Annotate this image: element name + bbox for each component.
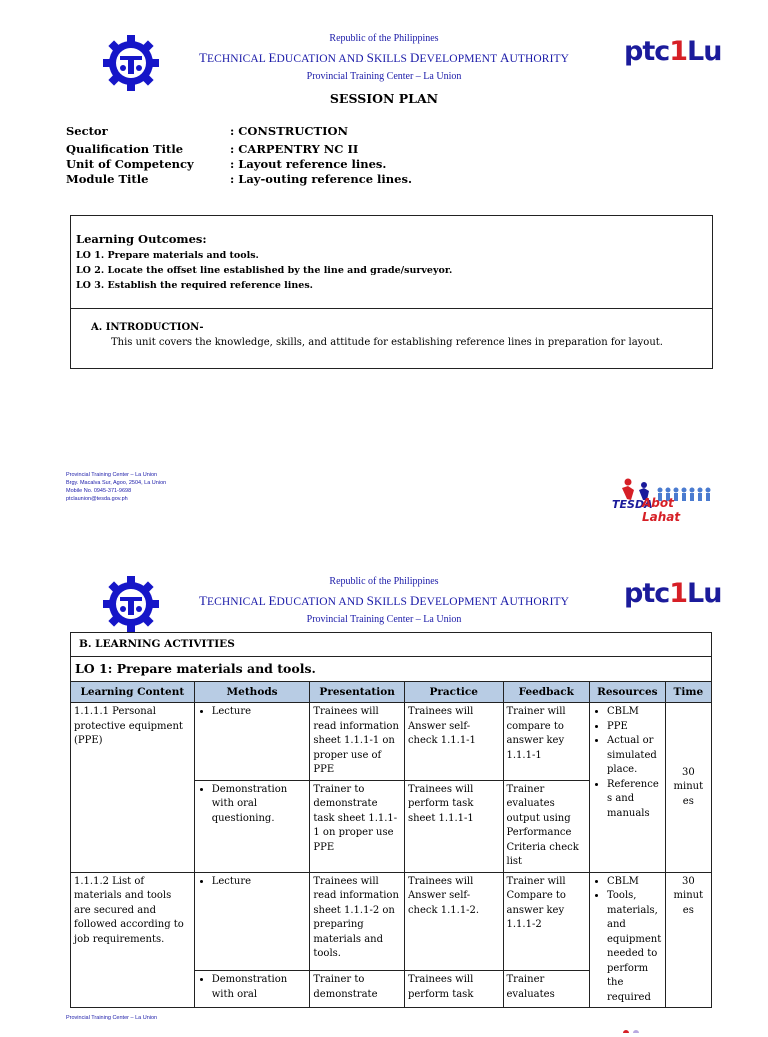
list-item: • Tools, materials, and equipment needed to perform the required bbox=[607, 889, 662, 1005]
meta-label: Module Title bbox=[66, 172, 149, 186]
section-row bbox=[71, 633, 712, 657]
list-item: • Demonstration with oral questioning. bbox=[212, 783, 307, 827]
practice-cell: Trainees will perform task bbox=[404, 971, 503, 1008]
learning-outcomes-box bbox=[70, 215, 713, 369]
ptclu-logo: ptc1Lu bbox=[624, 36, 722, 67]
column-header: Time bbox=[665, 681, 711, 703]
meta-value: : CONSTRUCTION bbox=[230, 124, 348, 138]
header-center: Provincial Training Center – La Union bbox=[306, 614, 462, 625]
meta-label: Qualification Title bbox=[66, 142, 184, 156]
footer-line: Provincial Training Center – La Union bbox=[66, 472, 158, 478]
column-header: Feedback bbox=[503, 681, 590, 703]
presentation-cell: Trainer to demonstrate bbox=[310, 971, 405, 1008]
header-republic: Republic of the Philippines bbox=[329, 576, 439, 587]
introduction-heading: A. INTRODUCTION- bbox=[91, 322, 204, 333]
column-header: Practice bbox=[404, 681, 503, 703]
list-item: • Reference s and manuals bbox=[607, 778, 662, 822]
table-row bbox=[71, 703, 712, 781]
practice-cell: Trainees will Answer self-check 1.1.1-2. bbox=[404, 872, 503, 971]
methods-cell bbox=[194, 872, 310, 971]
meta-block bbox=[66, 124, 666, 187]
header-agency: TECHNICAL EDUCATION AND SKILLS DEVELOPMENT AUTHORITY bbox=[198, 50, 570, 65]
list-item: • PPE bbox=[607, 720, 662, 735]
list-item: • Demonstration with oral bbox=[212, 973, 307, 1002]
tesda-abot-lahat-logo bbox=[608, 474, 712, 524]
column-header: Learning Content bbox=[71, 681, 195, 703]
learning-outcomes-title: Learning Outcomes: bbox=[76, 232, 207, 246]
meta-label: Unit of Competency bbox=[66, 157, 194, 171]
meta-row bbox=[66, 124, 666, 139]
list-item: • CBLM bbox=[607, 705, 662, 720]
presentation-cell: Trainees will read information sheet 1.1.1-1 on proper use of PPE bbox=[310, 703, 405, 781]
list-item: • Lecture bbox=[212, 705, 307, 720]
learning-content-cell: 1.1.1.2 List of materials and tools are secured and followed according to job requirements. bbox=[71, 872, 195, 1008]
presentation-cell: Trainees will read information sheet 1.1.1-2 on preparing materials and tools. bbox=[310, 872, 405, 971]
meta-row bbox=[66, 142, 666, 157]
header-republic: Republic of the Philippines bbox=[329, 33, 439, 44]
footer-cut-line: Provincial Training Center – La Union bbox=[66, 1015, 158, 1021]
lo-row bbox=[71, 656, 712, 681]
presentation-cell: Trainer to demonstrate task sheet 1.1.1-1 on proper use PPE bbox=[310, 780, 405, 872]
list-item: • Actual or simulated place. bbox=[607, 734, 662, 778]
footer-address bbox=[66, 471, 166, 503]
feedback-cell: Trainer will compare to answer key 1.1.1-1 bbox=[503, 703, 590, 781]
table-row bbox=[71, 872, 712, 971]
learning-content-cell: 1.1.1.1 Personal protective equipment (PPE) bbox=[71, 703, 195, 873]
feedback-cell: Trainer evaluates bbox=[503, 971, 590, 1008]
feedback-cell: Trainer evaluates output using Performance Criteria check list bbox=[503, 780, 590, 872]
list-item: • Lecture bbox=[212, 875, 307, 890]
meta-value: : CARPENTRY NC II bbox=[230, 142, 359, 156]
methods-cell bbox=[194, 703, 310, 781]
methods-cell bbox=[194, 780, 310, 872]
learning-outcomes-list bbox=[76, 248, 452, 293]
resources-cell bbox=[590, 703, 666, 873]
meta-value: : Lay-outing reference lines. bbox=[230, 172, 412, 186]
page-title: SESSION PLAN bbox=[329, 91, 439, 106]
divider bbox=[71, 308, 712, 309]
footer-line: Brgy. Macalva Sur, Agoo, 2504, La Union bbox=[66, 480, 167, 486]
ptclu-logo: ptc1Lu bbox=[624, 578, 722, 609]
lo-heading: LO 1: Prepare materials and tools. bbox=[71, 656, 712, 681]
time-cell: 30 minut es bbox=[665, 703, 711, 873]
list-item: • CBLM bbox=[607, 875, 662, 890]
abot-logo-partial-icon bbox=[620, 1018, 640, 1024]
feedback-cell: Trainer will Compare to answer key 1.1.1-2 bbox=[503, 872, 590, 971]
footer-line: Mobile No. 0945-371-9698 bbox=[66, 488, 132, 494]
footer-line: ptclaunion@tesda.gov.ph bbox=[66, 496, 128, 502]
learning-outcome-item: LO 3. Establish the required reference lines. bbox=[76, 280, 313, 291]
time-cell: 30 minut es bbox=[665, 872, 711, 1008]
learning-activities-table bbox=[70, 632, 712, 1008]
header-agency: TECHNICAL EDUCATION AND SKILLS DEVELOPMENT AUTHORITY bbox=[198, 593, 570, 608]
section-heading: B. LEARNING ACTIVITIES bbox=[71, 633, 712, 657]
learning-outcome-item: LO 1. Prepare materials and tools. bbox=[76, 250, 259, 261]
practice-cell: Trainees will perform task sheet 1.1.1-1 bbox=[404, 780, 503, 872]
column-header: Resources bbox=[590, 681, 666, 703]
column-header: Methods bbox=[194, 681, 310, 703]
abot-lahat-text: Abot Lahat bbox=[642, 496, 681, 524]
column-header: Presentation bbox=[310, 681, 405, 703]
methods-cell bbox=[194, 971, 310, 1008]
learning-outcome-item: LO 2. Locate the offset line established by the line and grade/surveyor. bbox=[76, 265, 453, 276]
resources-cell bbox=[590, 872, 666, 1008]
header-center: Provincial Training Center – La Union bbox=[306, 71, 462, 82]
meta-row bbox=[66, 172, 666, 187]
header-row bbox=[71, 681, 712, 703]
introduction-text: This unit covers the knowledge, skills, and attitude for establishing reference lines in preparation for layout. bbox=[111, 337, 663, 348]
abot-tesda-text: TESDA bbox=[612, 498, 653, 511]
meta-label: Sector bbox=[66, 124, 108, 138]
meta-value: : Layout reference lines. bbox=[230, 157, 387, 171]
meta-row bbox=[66, 157, 666, 172]
practice-cell: Trainees will Answer self-check 1.1.1-1 bbox=[404, 703, 503, 781]
